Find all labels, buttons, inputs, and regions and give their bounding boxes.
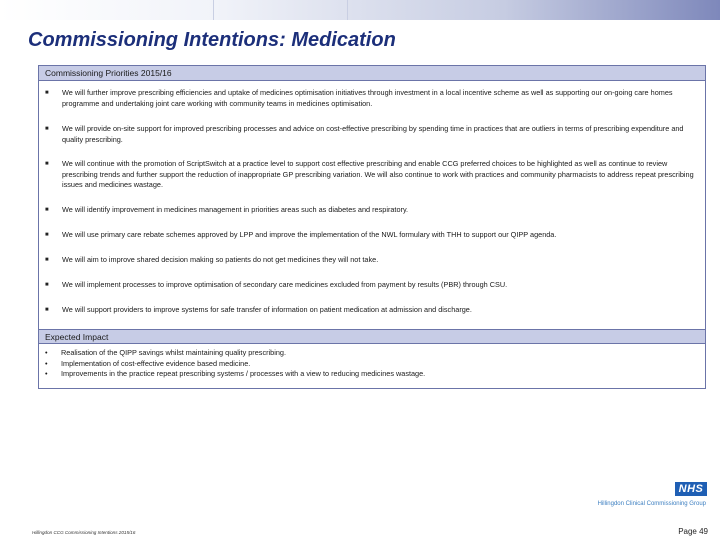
priority-text: We will identify improvement in medicines management in priorities areas such as diabetes and respiratory. [62,204,409,214]
list-item [45,205,699,216]
nhs-logo: NHS [675,482,707,496]
impact-list [39,344,705,380]
list-item [45,305,699,316]
square-bullet-icon: ■ [45,126,49,132]
list-item [45,280,699,291]
square-bullet-icon: ■ [45,232,49,238]
priority-text: We will aim to improve shared decision making so patients do not get medicines they will not take. [62,254,379,264]
impact-header: Expected Impact [39,329,705,344]
impact-text: Implementation of cost-effective evidence based medicine. [61,358,251,368]
priority-text: We will provide on-site support for improved prescribing processes and advice on cost-effective prescribing by spending time in practices that are outliers in terms of prescribing expenditure and quality prescribing. [62,124,684,144]
header-divider [213,0,214,20]
list-item [45,348,699,359]
square-bullet-icon: ■ [45,256,49,263]
list-item [45,230,699,241]
priority-text: We will support providers to improve systems for safe transfer of information on patient medication at admission and discharge. [62,304,472,314]
square-bullet-icon: ■ [45,90,49,96]
square-bullet-icon: ■ [45,306,49,313]
page-number: Page 49 [678,527,708,536]
priorities-header: Commissioning Priorities 2015/16 [39,66,705,81]
list-item [45,359,699,370]
priority-text: We will continue with the promotion of ScriptSwitch at a practice level to support cost effective prescribing and enable CCG preferred choices to be highlighted as well as continue to review prescribing trends and further support the reduction of inappropriate GP prescribing variation. We will also continue to work with practices and community pharmacists to address repeat prescribing issues and medicines wastage. [62,159,694,189]
ccg-name: Hillingdon Clinical Commissioning Group [597,501,706,507]
square-bullet-icon: ■ [45,282,49,288]
priority-text: We will use primary care rebate schemes approved by LPP and improve the implementation of the NWL formulary with THH to support our QIPP agenda. [62,230,557,239]
square-bullet-icon: ■ [45,206,49,213]
page-title: Commissioning Intentions: Medication [28,29,396,51]
square-bullet-icon: ■ [45,161,49,167]
bullet-icon: • [45,348,48,357]
content-frame [38,65,706,389]
priority-text: We will further improve prescribing efficiencies and uptake of medicines optimisation initiatives through investment in a local incentive scheme as well as supporting our on-going care homes programme and undertaking joint care working with community teams in medicines optimisation. [62,88,673,108]
impact-text: Realisation of the QIPP savings whilst maintaining quality prescribing. [61,348,286,357]
bullet-icon: • [45,358,48,368]
list-item [45,255,699,266]
list-item [45,88,699,109]
priority-text: We will implement processes to improve optimisation of secondary care medicines excluded from payment by results (PBR) through CSU. [62,280,508,289]
footer-document-title: Hillingdon CCG Commissioning Intentions 2015/16 [32,530,136,535]
list-item [45,369,699,380]
priorities-list [39,81,705,329]
header-band [0,0,720,20]
list-item [45,124,699,145]
header-divider [347,0,348,20]
list-item [45,159,699,191]
impact-text: Improvements in the practice repeat prescribing systems / processes with a view to reducing medicines wastage. [61,369,426,379]
bullet-icon: • [45,369,48,379]
